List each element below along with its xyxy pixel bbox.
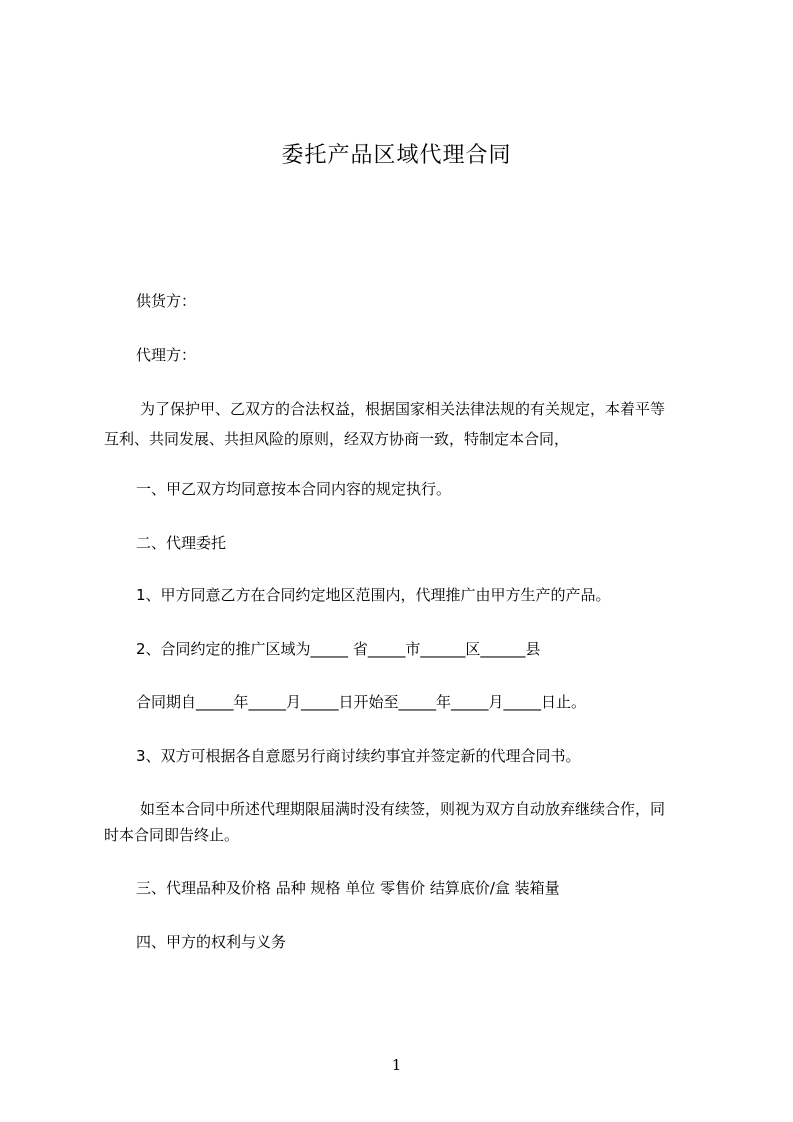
clause-3-heading: 三、代理品种及价格 品种 规格 单位 零售价 结算底价/盒 装箱量 xyxy=(136,879,560,897)
intro-paragraph-line-2: 互利、共同发展、共担风险的原则，经双方协商一致，特制定本合同， xyxy=(104,430,570,448)
page-number: 1 xyxy=(391,1056,402,1074)
document-title: 委托产品区域代理合同 xyxy=(281,143,512,168)
clause-4-heading: 四、甲方的权利与义务 xyxy=(136,933,287,951)
clause-1: 一、甲乙双方均同意按本合同内容的规定执行。 xyxy=(136,480,452,498)
clause-2-item-1: 1、甲方同意乙方在合同约定地区范围内，代理推广由甲方生产的产品。 xyxy=(136,586,611,604)
clause-2-heading: 二、代理委托 xyxy=(136,534,227,552)
contract-term-line: 合同期自_____年_____月_____日开始至_____年_____月_____日止。 xyxy=(136,693,587,711)
supplier-label: 供货方： xyxy=(136,292,197,310)
intro-paragraph-line-1: 为了保护甲、乙双方的合法权益，根据国家相关法律法规的有关规定，本着平等 xyxy=(140,400,666,418)
clause-2-item-3: 3、双方可根据各自意愿另行商讨续约事宜并签定新的代理合同书。 xyxy=(136,747,581,765)
clause-2-item-2: 2、合同约定的推广区域为_____ 省_____市______区______县 xyxy=(136,640,541,658)
expiry-paragraph-line-1: 如至本合同中所述代理期限届满时没有续签，则视为双方自动放弃继续合作，同 xyxy=(140,800,666,818)
agent-label: 代理方： xyxy=(136,346,197,364)
expiry-paragraph-line-2: 时本合同即告终止。 xyxy=(104,826,240,844)
